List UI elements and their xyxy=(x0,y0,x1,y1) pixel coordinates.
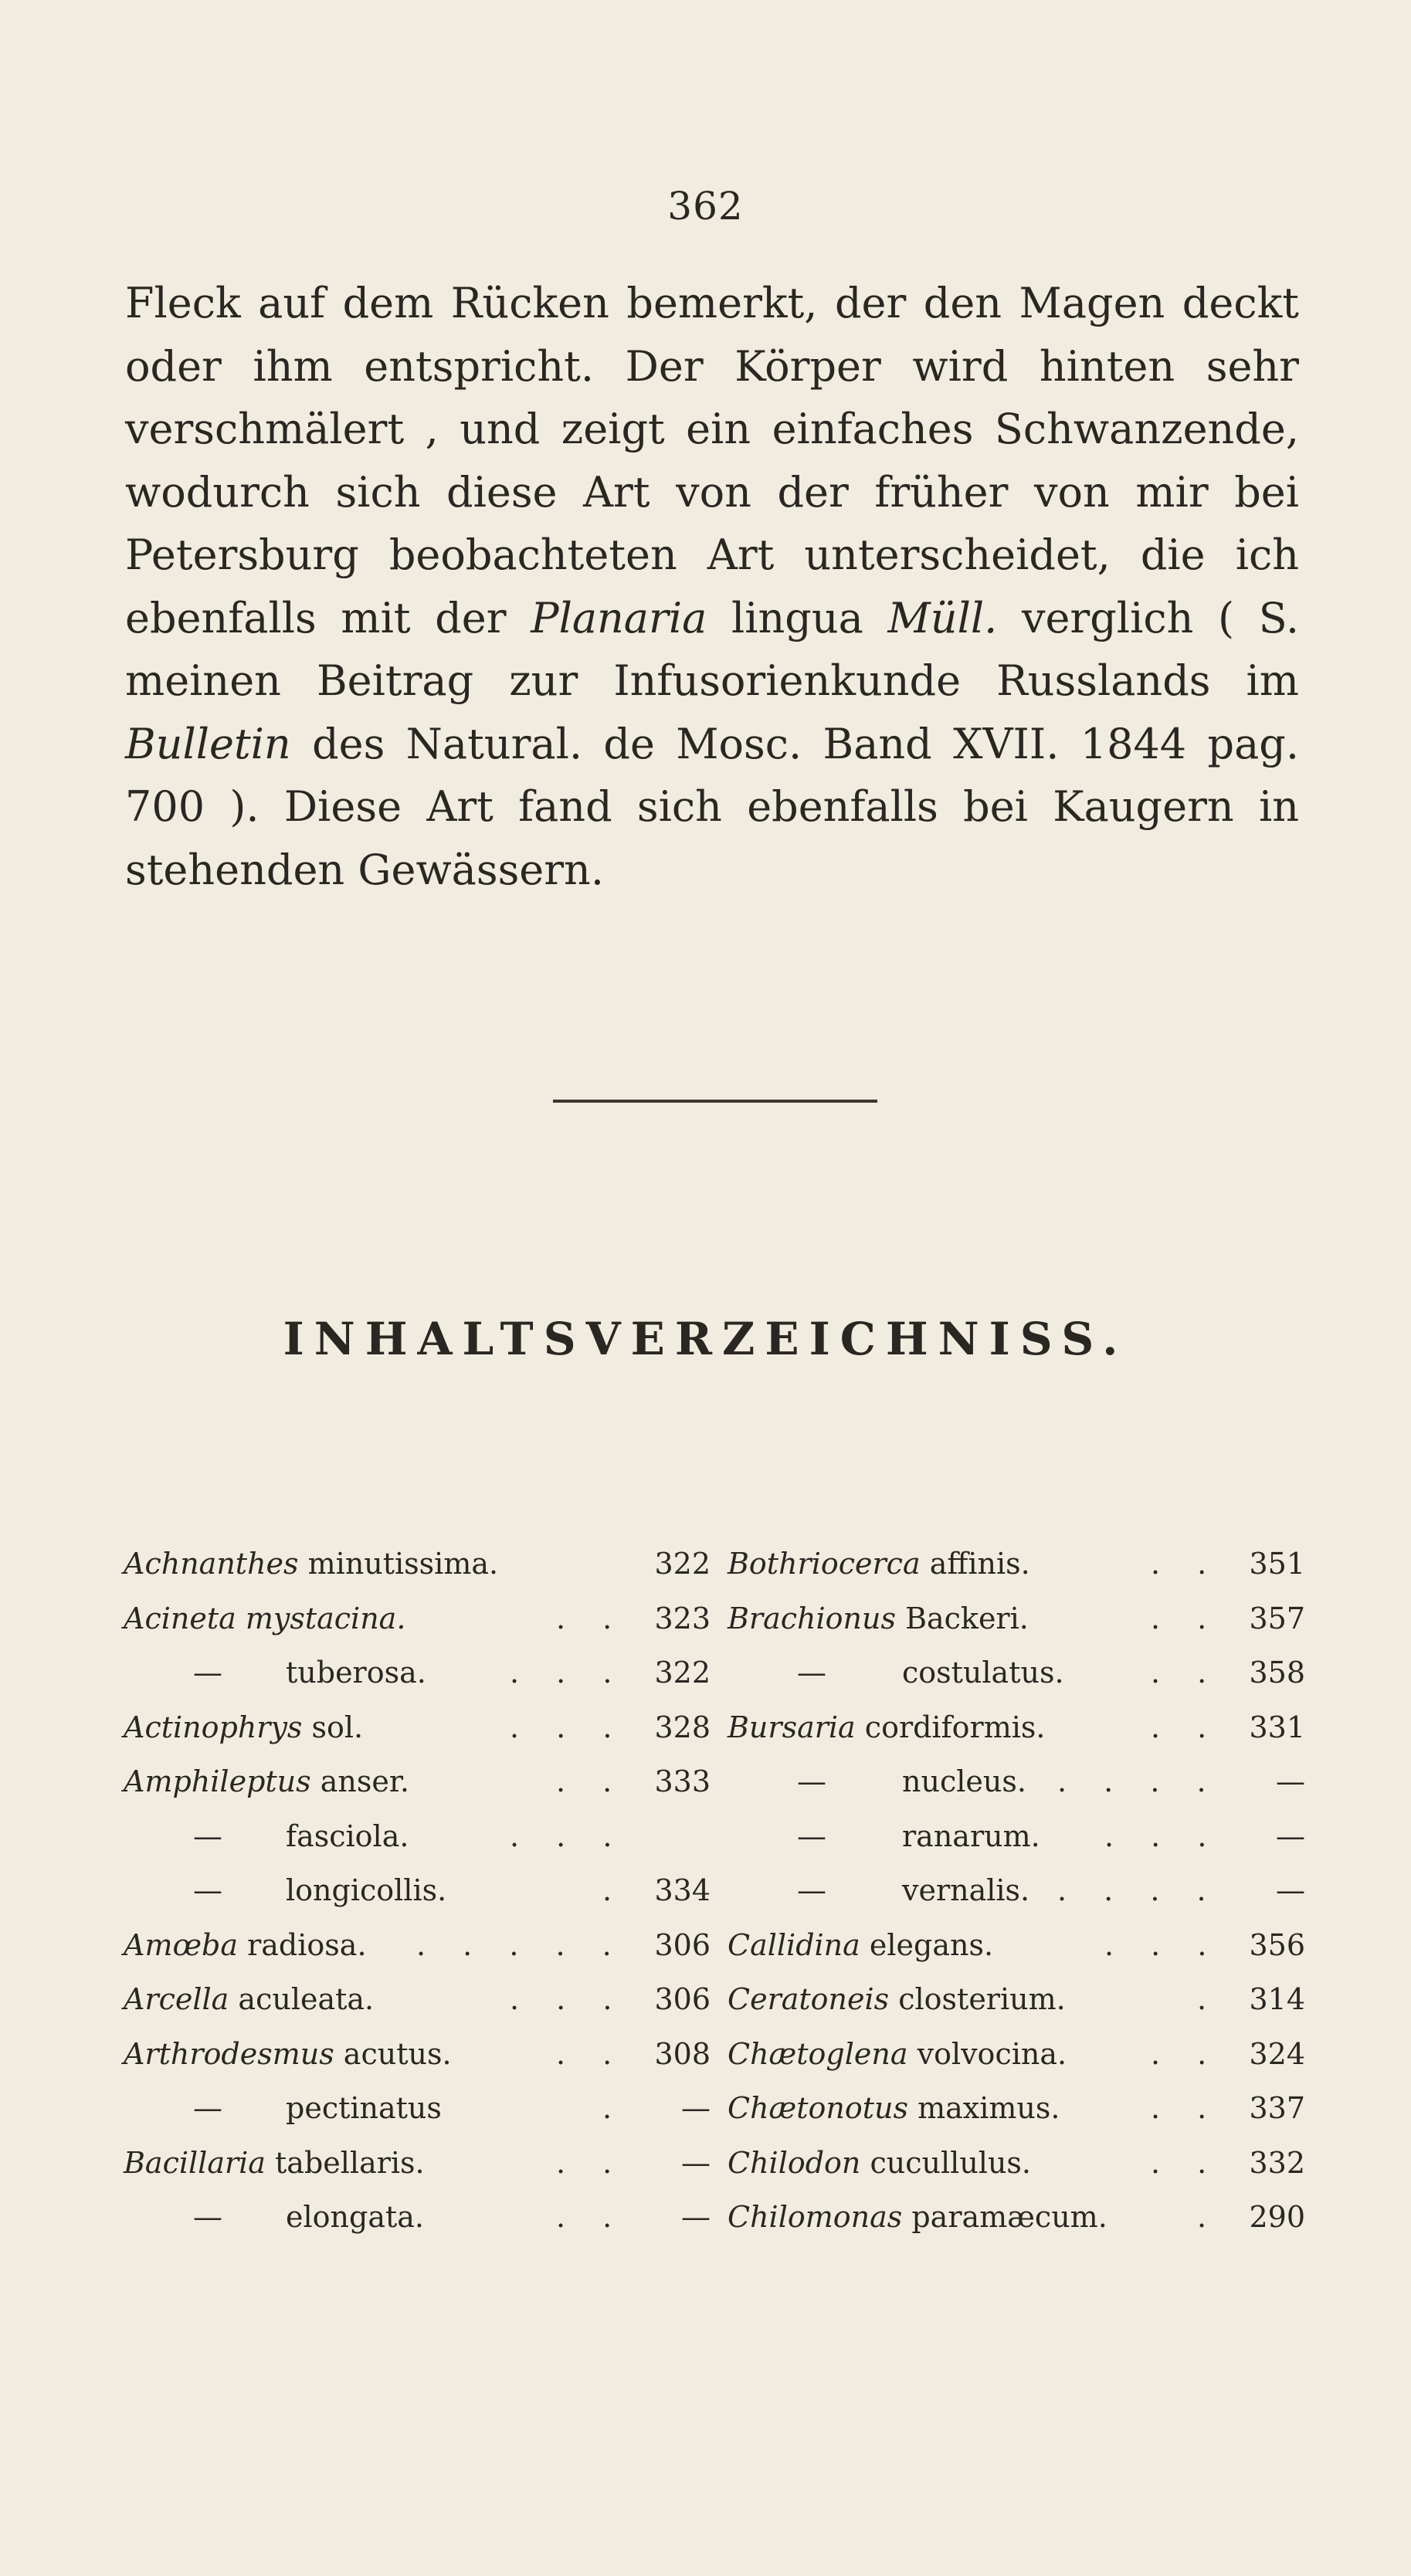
toc-leader-dots: . . . xyxy=(1104,1927,1221,1962)
toc-species: acutus. xyxy=(334,2036,452,2071)
toc-leader-dots: . . . xyxy=(1104,1818,1221,1853)
italic-term: Müll. xyxy=(887,593,998,642)
toc-ditto-dash: — xyxy=(797,1764,826,1798)
toc-page-number: 314 xyxy=(1249,1982,1305,2016)
toc-leader-dots: . . . xyxy=(510,1982,626,2016)
toc-species: closterium. xyxy=(889,1982,1066,2016)
toc-leader-dots: . . xyxy=(1151,1656,1221,1690)
toc-genus: Actinophrys xyxy=(124,1710,303,1744)
toc-genus: Callidina xyxy=(728,1927,860,1962)
toc-leader-dots: . . xyxy=(556,1601,626,1635)
body-line: ebenfalls mit der Planaria lingua Müll. verglich ( S. xyxy=(125,593,1300,642)
toc-entry xyxy=(728,1863,1305,1918)
italic-term: Bulletin xyxy=(125,719,291,768)
toc-genus: Chætoglena xyxy=(728,2036,908,2071)
toc-leader-dots: . . xyxy=(1151,2091,1221,2125)
toc-entry xyxy=(124,1972,711,2027)
toc-leader-dots: . . . . xyxy=(1057,1764,1220,1798)
toc-column-left xyxy=(124,1537,711,2245)
toc-species: fasciola. xyxy=(286,1818,409,1853)
toc-genus: Chilodon xyxy=(728,2145,861,2180)
toc-genus: Arthrodesmus xyxy=(124,2036,334,2071)
toc-species: affinis. xyxy=(920,1547,1030,1581)
body-line: oder ihm entspricht. Der Körper wird hinten sehr xyxy=(125,341,1299,391)
toc-entry xyxy=(728,1754,1305,1809)
toc-entry xyxy=(124,2081,711,2136)
toc-species: aculeata. xyxy=(229,1982,375,2016)
toc-leader-dots: . . xyxy=(1151,1601,1221,1635)
section-divider xyxy=(553,1100,877,1103)
toc-page-number: — xyxy=(681,2145,711,2180)
toc-species: anser. xyxy=(310,1764,409,1798)
toc-ditto-dash: — xyxy=(193,2200,222,2234)
toc-species: volvocina. xyxy=(907,2036,1067,2071)
toc-ditto-dash: — xyxy=(193,1873,222,1907)
toc-genus: Ceratoneis xyxy=(728,1982,890,2016)
italic-term: Planaria xyxy=(531,593,707,642)
toc-leader-dots: . xyxy=(1197,1982,1221,2016)
toc-entry xyxy=(728,1809,1305,1864)
toc-page-number: 323 xyxy=(654,1601,711,1635)
toc-genus: Brachionus xyxy=(728,1601,896,1635)
toc-species: elegans. xyxy=(860,1927,994,1962)
toc-entry xyxy=(728,1918,1305,1973)
body-line: Petersburg beobachteten Art unterscheidet, die ich xyxy=(125,530,1299,579)
toc-entry xyxy=(728,1646,1305,1700)
toc-page-number: 337 xyxy=(1249,2091,1305,2125)
toc-genus: Bacillaria xyxy=(124,2145,266,2180)
toc-page-number: 332 xyxy=(1249,2145,1305,2180)
toc-species: pectinatus xyxy=(286,2091,442,2125)
toc-genus: Chilomonas xyxy=(728,2200,903,2234)
toc-page-number: 306 xyxy=(654,1982,711,2016)
toc-ditto-dash: — xyxy=(193,1818,222,1853)
toc-page-number: 358 xyxy=(1249,1656,1305,1690)
toc-page-number: 334 xyxy=(654,1873,711,1907)
toc-species: tabellaris. xyxy=(265,2145,425,2180)
toc-species: cucullulus. xyxy=(860,2145,1031,2180)
toc-leader-dots: . . . xyxy=(510,1710,626,1744)
toc-ditto-dash: — xyxy=(193,1656,222,1690)
toc-page-number: — xyxy=(1276,1818,1305,1853)
toc-entry xyxy=(124,1700,711,1755)
toc-entry xyxy=(124,1809,711,1864)
toc-entry xyxy=(728,2136,1305,2191)
toc-species: radiosa. xyxy=(238,1927,367,1962)
toc-genus: Acineta xyxy=(124,1601,236,1635)
toc-entry xyxy=(728,1537,1305,1591)
body-line: wodurch sich diese Art von der früher von mir bei xyxy=(125,467,1299,517)
body-line: Bulletin des Natural. de Mosc. Band XVII. 1844 pag. xyxy=(125,719,1299,768)
toc-page-number: 351 xyxy=(1249,1547,1305,1581)
toc-entry xyxy=(728,1700,1305,1755)
toc-species: cordiformis. xyxy=(855,1710,1046,1744)
toc-ditto-dash: — xyxy=(797,1873,826,1907)
toc-entry xyxy=(124,1863,711,1918)
body-line: stehenden Gewässern. xyxy=(125,845,604,894)
toc-species: costulatus. xyxy=(902,1656,1064,1690)
toc-page-number: 322 xyxy=(654,1547,711,1581)
toc-entry xyxy=(728,1972,1305,2027)
toc-leader-dots: . . . xyxy=(510,1656,626,1690)
toc-page-number: — xyxy=(681,2200,711,2234)
toc-heading: INHALTSVERZEICHNISS. xyxy=(283,1313,1128,1365)
toc-page-number: 306 xyxy=(654,1927,711,1962)
toc-entry xyxy=(728,2190,1305,2245)
toc-genus: Bothriocerca xyxy=(728,1547,921,1581)
toc-page-number: 357 xyxy=(1249,1601,1305,1635)
toc-leader-dots: . xyxy=(602,2091,626,2125)
toc-species: elongata. xyxy=(286,2200,424,2234)
toc-leader-dots: . . xyxy=(1151,2145,1221,2180)
toc-entry xyxy=(124,2027,711,2082)
toc-entry xyxy=(124,1537,711,1591)
toc-species: paramæcum. xyxy=(902,2200,1107,2234)
toc-leader-dots: . . xyxy=(1151,1547,1221,1581)
toc-species: longicollis. xyxy=(286,1873,447,1907)
toc-page-number: 333 xyxy=(654,1764,711,1798)
toc-ditto-dash: — xyxy=(797,1818,826,1853)
toc-page-number: 308 xyxy=(654,2036,711,2071)
toc-leader-dots: . . xyxy=(1151,2036,1221,2071)
toc-genus: Amœba xyxy=(124,1927,239,1962)
toc-entry xyxy=(728,2081,1305,2136)
body-line: verschmälert , und zeigt ein einfaches Schwanzende, xyxy=(125,405,1299,453)
toc-entry xyxy=(124,1754,711,1809)
toc-species: ranarum. xyxy=(902,1818,1040,1853)
toc-genus: Chætonotus xyxy=(728,2091,909,2125)
toc-entry xyxy=(124,2190,711,2245)
toc-species: sol. xyxy=(302,1710,364,1744)
toc-leader-dots: . xyxy=(1197,2200,1221,2234)
toc-species: minutissima. xyxy=(298,1547,499,1581)
toc-page-number: — xyxy=(1276,1873,1305,1907)
toc-entry xyxy=(124,1646,711,1700)
toc-leader-dots: . . xyxy=(556,2145,626,2180)
page-number: 362 xyxy=(667,184,744,229)
toc-ditto-dash: — xyxy=(797,1656,826,1690)
toc-genus: Bursaria xyxy=(728,1710,856,1744)
toc-genus: Arcella xyxy=(124,1982,229,2016)
toc-page-number: 322 xyxy=(654,1656,711,1690)
toc-species: maximus. xyxy=(908,2091,1060,2125)
toc-species: Backeri. xyxy=(895,1601,1029,1635)
toc-entry xyxy=(124,2136,711,2191)
toc-entry xyxy=(124,1918,711,1973)
toc-species: nucleus. xyxy=(902,1764,1026,1798)
toc-genus: Achnanthes xyxy=(124,1547,299,1581)
toc-ditto-dash: — xyxy=(193,2091,222,2125)
toc-species: tuberosa. xyxy=(286,1656,426,1690)
toc-leader-dots: . . xyxy=(556,1764,626,1798)
toc-column-right xyxy=(728,1537,1305,2245)
toc-leader-dots: . xyxy=(602,1873,626,1907)
toc-page-number: 331 xyxy=(1249,1710,1305,1744)
toc-leader-dots: . . xyxy=(556,2200,626,2234)
toc-leader-dots: . . xyxy=(1151,1710,1221,1744)
toc-page-number: — xyxy=(1276,1764,1305,1798)
toc-species: mystacina. xyxy=(236,1601,406,1635)
toc-leader-dots: . . . . . xyxy=(416,1927,626,1962)
body-line: Fleck auf dem Rücken bemerkt, der den Magen deckt xyxy=(125,279,1299,327)
body-line: meinen Beitrag zur Infusorienkunde Russlands im xyxy=(125,656,1299,705)
toc-leader-dots: . . . . xyxy=(1057,1873,1220,1907)
toc-entry xyxy=(728,2027,1305,2082)
toc-entry xyxy=(728,1591,1305,1646)
toc-entry xyxy=(124,1591,711,1646)
toc-page-number: 290 xyxy=(1249,2200,1305,2234)
toc-species: vernalis. xyxy=(902,1873,1030,1907)
toc-page-number: 324 xyxy=(1249,2036,1305,2071)
toc-page-number: 328 xyxy=(654,1710,711,1744)
body-line: 700 ). Diese Art fand sich ebenfalls bei Kaugern in xyxy=(125,782,1299,831)
toc-leader-dots: . . xyxy=(556,2036,626,2071)
body-paragraph xyxy=(125,272,1299,901)
toc-leader-dots: . . . xyxy=(510,1818,626,1853)
toc-page-number: 356 xyxy=(1249,1927,1305,1962)
toc-genus: Amphileptus xyxy=(124,1764,311,1798)
toc-page-number: — xyxy=(681,2091,711,2125)
